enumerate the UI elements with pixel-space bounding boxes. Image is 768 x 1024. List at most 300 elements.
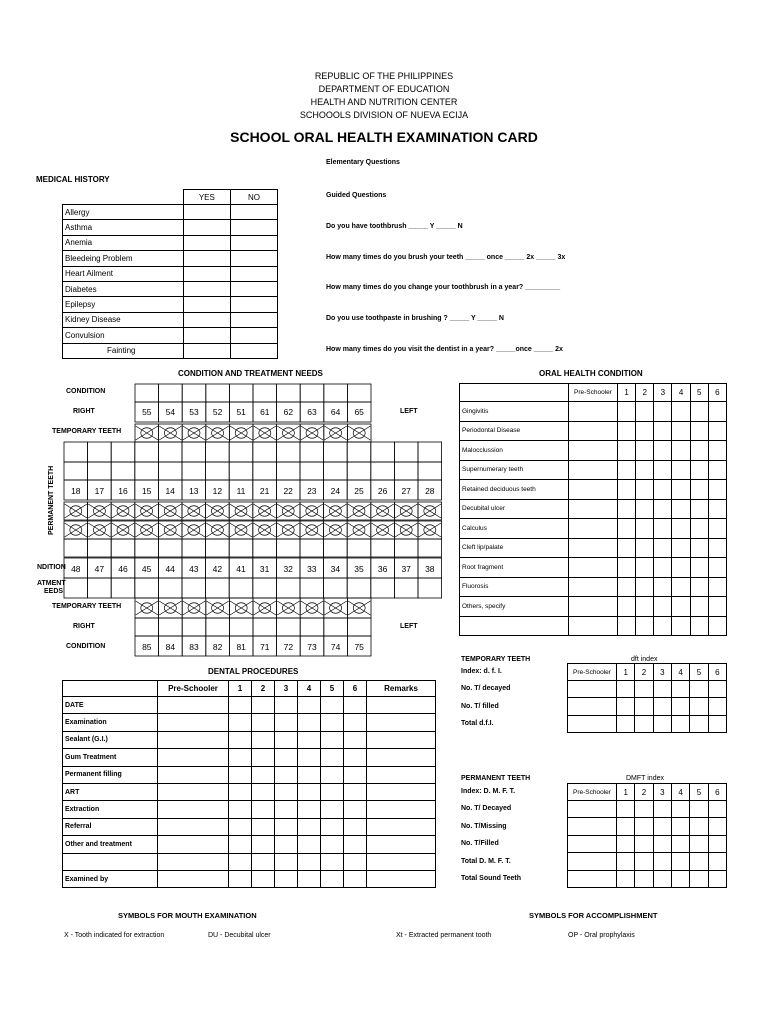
index-entry-cell[interactable] bbox=[653, 801, 671, 818]
procedure-entry-cell[interactable] bbox=[367, 714, 436, 731]
oral-health-entry-cell[interactable] bbox=[569, 441, 618, 461]
tooth-diagram[interactable] bbox=[206, 426, 228, 440]
index-entry-cell[interactable] bbox=[653, 715, 671, 732]
oral-health-entry-cell[interactable] bbox=[672, 441, 690, 461]
procedure-entry-cell[interactable] bbox=[367, 766, 436, 783]
oral-health-entry-cell[interactable] bbox=[618, 519, 636, 539]
tooth-diagram[interactable] bbox=[395, 504, 417, 518]
tooth-diagram[interactable] bbox=[395, 523, 417, 537]
procedure-entry-cell[interactable] bbox=[252, 801, 275, 818]
procedure-entry-cell[interactable] bbox=[367, 749, 436, 766]
tooth-diagram[interactable] bbox=[206, 504, 228, 518]
oral-health-entry-cell[interactable] bbox=[654, 616, 672, 636]
tooth-diagram[interactable] bbox=[324, 504, 346, 518]
procedure-entry-cell[interactable] bbox=[229, 853, 252, 870]
procedure-entry-cell[interactable] bbox=[252, 697, 275, 714]
oral-health-entry-cell[interactable] bbox=[690, 597, 708, 617]
oral-health-entry-cell[interactable] bbox=[654, 519, 672, 539]
oral-health-entry-cell[interactable] bbox=[690, 538, 708, 558]
oral-health-entry-cell[interactable] bbox=[708, 577, 726, 597]
treatment-label-2: EEDS bbox=[44, 588, 64, 595]
oral-health-entry-cell[interactable] bbox=[708, 460, 726, 480]
procedure-entry-cell[interactable] bbox=[344, 766, 367, 783]
procedure-entry-cell[interactable] bbox=[275, 818, 298, 835]
oral-health-entry-cell[interactable] bbox=[636, 519, 654, 539]
index-entry-cell[interactable] bbox=[690, 870, 708, 887]
index-entry-cell[interactable] bbox=[708, 853, 726, 870]
procedure-entry-cell[interactable] bbox=[229, 766, 252, 783]
tooth-diagram[interactable] bbox=[112, 504, 134, 518]
oral-health-entry-cell[interactable] bbox=[569, 577, 618, 597]
procedure-entry-cell[interactable] bbox=[321, 836, 344, 853]
oral-health-entry-cell[interactable] bbox=[672, 480, 690, 500]
procedure-entry-cell[interactable] bbox=[275, 836, 298, 853]
index-entry-cell[interactable] bbox=[617, 801, 635, 818]
oral-health-entry-cell[interactable] bbox=[569, 597, 618, 617]
index-entry-cell[interactable] bbox=[568, 698, 617, 715]
procedure-entry-cell[interactable] bbox=[321, 853, 344, 870]
tooth-diagram[interactable] bbox=[324, 523, 346, 537]
procedure-entry-cell[interactable] bbox=[252, 766, 275, 783]
oral-health-entry-cell[interactable] bbox=[636, 421, 654, 441]
index-entry-cell[interactable] bbox=[653, 853, 671, 870]
procedure-entry-cell[interactable] bbox=[275, 731, 298, 748]
question-toothpaste: Do you use toothpaste in brushing ? _____ Y _____ N bbox=[326, 315, 504, 322]
tooth-number: 48 bbox=[71, 564, 81, 574]
oral-health-entry-cell[interactable] bbox=[690, 460, 708, 480]
procedure-entry-cell[interactable] bbox=[229, 697, 252, 714]
procedure-entry-cell[interactable] bbox=[252, 783, 275, 800]
procedure-entry-cell[interactable] bbox=[298, 836, 321, 853]
oral-health-entry-cell[interactable] bbox=[636, 558, 654, 578]
procedure-entry-cell[interactable] bbox=[367, 783, 436, 800]
oral-health-entry-cell[interactable] bbox=[618, 402, 636, 422]
procedure-entry-cell[interactable] bbox=[298, 697, 321, 714]
tooth-diagram[interactable] bbox=[183, 523, 205, 537]
index-entry-cell[interactable] bbox=[671, 715, 689, 732]
procedure-entry-cell[interactable] bbox=[344, 783, 367, 800]
procedure-entry-cell[interactable] bbox=[321, 714, 344, 731]
tooth-diagram[interactable] bbox=[324, 601, 346, 615]
oral-health-entry-cell[interactable] bbox=[672, 558, 690, 578]
index-entry-cell[interactable] bbox=[690, 698, 708, 715]
procedure-entry-cell[interactable] bbox=[275, 870, 298, 887]
index-entry-cell[interactable] bbox=[708, 835, 726, 852]
tooth-diagram[interactable] bbox=[301, 426, 323, 440]
tooth-diagram[interactable] bbox=[348, 426, 370, 440]
tooth-diagram[interactable] bbox=[65, 523, 87, 537]
index-entry-cell[interactable] bbox=[690, 818, 708, 835]
tooth-diagram[interactable] bbox=[324, 426, 346, 440]
dental-procedures-table bbox=[62, 680, 436, 888]
procedure-entry-cell[interactable] bbox=[321, 783, 344, 800]
index-entry-cell[interactable] bbox=[690, 835, 708, 852]
tooth-diagram[interactable] bbox=[301, 504, 323, 518]
index-entry-cell[interactable] bbox=[635, 870, 653, 887]
tooth-diagram[interactable] bbox=[277, 504, 299, 518]
procedure-entry-cell[interactable] bbox=[252, 714, 275, 731]
oral-health-entry-cell[interactable] bbox=[569, 558, 618, 578]
oral-health-entry-cell[interactable] bbox=[654, 538, 672, 558]
procedure-entry-cell[interactable] bbox=[298, 714, 321, 731]
procedure-entry-cell[interactable] bbox=[367, 697, 436, 714]
index-entry-cell[interactable] bbox=[568, 715, 617, 732]
oral-health-entry-cell[interactable] bbox=[569, 538, 618, 558]
oral-health-entry-cell[interactable] bbox=[672, 538, 690, 558]
perm-treatment-cell-upper bbox=[324, 462, 348, 480]
procedure-entry-cell[interactable] bbox=[229, 870, 252, 887]
index-entry-cell[interactable] bbox=[617, 698, 635, 715]
procedure-entry-cell[interactable] bbox=[229, 783, 252, 800]
oral-health-entry-cell[interactable] bbox=[569, 421, 618, 441]
index-entry-cell[interactable] bbox=[708, 870, 726, 887]
index-entry-cell[interactable] bbox=[635, 715, 653, 732]
procedure-entry-cell[interactable] bbox=[158, 714, 229, 731]
tooth-diagram[interactable] bbox=[136, 601, 158, 615]
oral-health-entry-cell[interactable] bbox=[690, 402, 708, 422]
index-entry-cell[interactable] bbox=[708, 818, 726, 835]
oral-health-entry-cell[interactable] bbox=[672, 519, 690, 539]
oral-health-entry-cell[interactable] bbox=[636, 616, 654, 636]
tooth-diagram[interactable] bbox=[112, 523, 134, 537]
procedure-entry-cell[interactable] bbox=[298, 801, 321, 818]
procedure-entry-cell[interactable] bbox=[321, 731, 344, 748]
oral-health-entry-cell[interactable] bbox=[672, 616, 690, 636]
oral-health-entry-cell[interactable] bbox=[708, 480, 726, 500]
oral-health-entry-cell[interactable] bbox=[690, 577, 708, 597]
procedure-entry-cell[interactable] bbox=[344, 731, 367, 748]
procedure-entry-cell[interactable] bbox=[275, 714, 298, 731]
tooth-diagram[interactable] bbox=[371, 523, 393, 537]
procedure-entry-cell[interactable] bbox=[252, 853, 275, 870]
tooth-diagram[interactable] bbox=[135, 504, 157, 518]
procedure-entry-cell[interactable] bbox=[321, 818, 344, 835]
procedure-entry-cell[interactable] bbox=[367, 870, 436, 887]
tooth-diagram[interactable] bbox=[136, 426, 158, 440]
oral-health-entry-cell[interactable] bbox=[654, 597, 672, 617]
grade-header: 2 bbox=[635, 784, 653, 801]
medical-history-item: Heart Ailment bbox=[63, 266, 184, 281]
oral-health-entry-cell[interactable] bbox=[690, 616, 708, 636]
index-entry-cell[interactable] bbox=[568, 835, 617, 852]
oral-health-entry-cell[interactable] bbox=[654, 441, 672, 461]
oral-health-entry-cell[interactable] bbox=[672, 402, 690, 422]
procedure-entry-cell[interactable] bbox=[158, 697, 229, 714]
procedure-entry-cell[interactable] bbox=[158, 818, 229, 835]
oral-health-entry-cell[interactable] bbox=[618, 577, 636, 597]
oral-health-entry-cell[interactable] bbox=[636, 460, 654, 480]
procedure-entry-cell[interactable] bbox=[298, 783, 321, 800]
procedure-entry-cell[interactable] bbox=[275, 749, 298, 766]
permanent-teeth-index-title: PERMANENT TEETH bbox=[461, 775, 531, 782]
tooth-diagram[interactable] bbox=[206, 601, 228, 615]
index-entry-cell[interactable] bbox=[617, 681, 635, 698]
index-entry-cell[interactable] bbox=[568, 818, 617, 835]
index-entry-cell[interactable] bbox=[568, 681, 617, 698]
perm-condition-cell-upper bbox=[347, 442, 371, 462]
oral-health-entry-cell[interactable] bbox=[708, 616, 726, 636]
index-entry-cell[interactable] bbox=[635, 801, 653, 818]
oral-health-entry-cell[interactable] bbox=[708, 402, 726, 422]
procedure-entry-cell[interactable] bbox=[229, 836, 252, 853]
oral-health-entry-cell[interactable] bbox=[654, 499, 672, 519]
index-entry-cell[interactable] bbox=[635, 835, 653, 852]
index-entry-cell[interactable] bbox=[671, 698, 689, 715]
procedure-entry-cell[interactable] bbox=[229, 801, 252, 818]
tooth-diagram[interactable] bbox=[419, 504, 441, 518]
oral-health-entry-cell[interactable] bbox=[569, 480, 618, 500]
tooth-diagram[interactable] bbox=[254, 426, 276, 440]
tooth-diagram[interactable] bbox=[88, 523, 110, 537]
index-entry-cell[interactable] bbox=[617, 835, 635, 852]
tooth-number: 45 bbox=[141, 564, 152, 574]
index-entry-cell[interactable] bbox=[617, 715, 635, 732]
procedure-entry-cell[interactable] bbox=[158, 749, 229, 766]
perm-condition-cell-upper bbox=[182, 442, 206, 462]
procedure-entry-cell[interactable] bbox=[298, 749, 321, 766]
tooth-diagram[interactable] bbox=[230, 426, 252, 440]
oral-health-entry-cell[interactable] bbox=[690, 421, 708, 441]
procedure-entry-cell[interactable] bbox=[321, 766, 344, 783]
oral-health-entry-cell[interactable] bbox=[708, 538, 726, 558]
index-entry-cell[interactable] bbox=[671, 853, 689, 870]
index-entry-cell[interactable] bbox=[690, 715, 708, 732]
tooth-diagram[interactable] bbox=[206, 523, 228, 537]
tooth-diagram[interactable] bbox=[301, 523, 323, 537]
procedure-entry-cell[interactable] bbox=[298, 766, 321, 783]
oral-health-entry-cell[interactable] bbox=[618, 480, 636, 500]
tooth-diagram[interactable] bbox=[348, 504, 370, 518]
tooth-diagram[interactable] bbox=[159, 426, 181, 440]
oral-health-entry-cell[interactable] bbox=[636, 597, 654, 617]
tooth-diagram[interactable] bbox=[371, 504, 393, 518]
procedure-entry-cell[interactable] bbox=[344, 853, 367, 870]
oral-health-entry-cell[interactable] bbox=[618, 441, 636, 461]
tooth-diagram[interactable] bbox=[301, 601, 323, 615]
procedure-entry-cell[interactable] bbox=[298, 731, 321, 748]
procedure-entry-cell[interactable] bbox=[321, 870, 344, 887]
tooth-diagram[interactable] bbox=[230, 504, 252, 518]
tooth-diagram[interactable] bbox=[253, 504, 275, 518]
procedure-entry-cell[interactable] bbox=[367, 836, 436, 853]
tooth-diagram[interactable] bbox=[159, 504, 181, 518]
procedure-entry-cell[interactable] bbox=[367, 801, 436, 818]
oral-health-entry-cell[interactable] bbox=[618, 558, 636, 578]
oral-health-entry-cell[interactable] bbox=[672, 577, 690, 597]
oral-health-entry-cell[interactable] bbox=[654, 480, 672, 500]
tooth-number: 21 bbox=[259, 486, 270, 496]
tooth-diagram[interactable] bbox=[348, 601, 370, 615]
procedure-entry-cell[interactable] bbox=[344, 714, 367, 731]
oral-health-entry-cell[interactable] bbox=[636, 402, 654, 422]
oral-health-entry-cell[interactable] bbox=[690, 558, 708, 578]
tooth-diagram[interactable] bbox=[419, 523, 441, 537]
procedure-entry-cell[interactable] bbox=[158, 766, 229, 783]
procedure-entry-cell[interactable] bbox=[158, 853, 229, 870]
procedure-entry-cell[interactable] bbox=[367, 853, 436, 870]
tooth-diagram[interactable] bbox=[277, 523, 299, 537]
procedure-entry-cell[interactable] bbox=[298, 853, 321, 870]
procedure-entry-cell[interactable] bbox=[367, 731, 436, 748]
procedure-entry-cell[interactable] bbox=[298, 870, 321, 887]
oral-health-entry-cell[interactable] bbox=[708, 441, 726, 461]
oral-health-entry-cell[interactable] bbox=[690, 499, 708, 519]
index-entry-cell[interactable] bbox=[653, 681, 671, 698]
index-entry-cell[interactable] bbox=[617, 818, 635, 835]
tooth-diagram[interactable] bbox=[183, 426, 205, 440]
tooth-diagram[interactable] bbox=[253, 523, 275, 537]
tooth-number: 75 bbox=[354, 642, 364, 652]
procedure-entry-cell[interactable] bbox=[275, 766, 298, 783]
index-entry-cell[interactable] bbox=[635, 698, 653, 715]
procedure-entry-cell[interactable] bbox=[158, 870, 229, 887]
index-entry-cell[interactable] bbox=[568, 870, 617, 887]
tooth-diagram[interactable] bbox=[230, 523, 252, 537]
procedure-entry-cell[interactable] bbox=[229, 818, 252, 835]
index-entry-cell[interactable] bbox=[635, 681, 653, 698]
index-entry-cell[interactable] bbox=[690, 801, 708, 818]
procedure-entry-cell[interactable] bbox=[344, 697, 367, 714]
tooth-number: 11 bbox=[236, 486, 246, 496]
oral-health-entry-cell[interactable] bbox=[708, 558, 726, 578]
index-entry-cell[interactable] bbox=[653, 818, 671, 835]
temp-condition-cell-top bbox=[159, 384, 183, 402]
procedure-entry-cell[interactable] bbox=[158, 783, 229, 800]
procedure-entry-cell[interactable] bbox=[158, 731, 229, 748]
index-entry-cell[interactable] bbox=[635, 853, 653, 870]
index-entry-cell[interactable] bbox=[708, 681, 726, 698]
index-entry-cell[interactable] bbox=[653, 870, 671, 887]
procedure-entry-cell[interactable] bbox=[158, 801, 229, 818]
oral-health-entry-cell[interactable] bbox=[690, 519, 708, 539]
procedure-entry-cell[interactable] bbox=[344, 801, 367, 818]
tooth-diagram[interactable] bbox=[348, 523, 370, 537]
oral-health-entry-cell[interactable] bbox=[708, 499, 726, 519]
procedure-entry-cell[interactable] bbox=[252, 731, 275, 748]
procedure-entry-cell[interactable] bbox=[229, 714, 252, 731]
index-entry-cell[interactable] bbox=[568, 853, 617, 870]
index-entry-cell[interactable] bbox=[690, 853, 708, 870]
procedure-entry-cell[interactable] bbox=[344, 818, 367, 835]
index-entry-cell[interactable] bbox=[617, 853, 635, 870]
tooth-diagram[interactable] bbox=[159, 601, 181, 615]
procedure-entry-cell[interactable] bbox=[252, 870, 275, 887]
oral-health-entry-cell[interactable] bbox=[636, 499, 654, 519]
procedure-entry-cell[interactable] bbox=[298, 818, 321, 835]
oral-health-entry-cell[interactable] bbox=[654, 421, 672, 441]
oral-health-entry-cell[interactable] bbox=[672, 460, 690, 480]
tooth-diagram[interactable] bbox=[277, 426, 299, 440]
oral-health-entry-cell[interactable] bbox=[618, 616, 636, 636]
oral-health-entry-cell[interactable] bbox=[672, 597, 690, 617]
oral-health-entry-cell[interactable] bbox=[690, 480, 708, 500]
index-entry-cell[interactable] bbox=[671, 681, 689, 698]
oral-health-entry-cell[interactable] bbox=[636, 538, 654, 558]
procedure-entry-cell[interactable] bbox=[367, 818, 436, 835]
procedure-entry-cell[interactable] bbox=[252, 749, 275, 766]
procedure-entry-cell[interactable] bbox=[158, 836, 229, 853]
oral-health-entry-cell[interactable] bbox=[708, 421, 726, 441]
procedure-entry-cell[interactable] bbox=[229, 731, 252, 748]
oral-health-entry-cell[interactable] bbox=[569, 499, 618, 519]
oral-health-entry-cell[interactable] bbox=[672, 421, 690, 441]
index-entry-cell[interactable] bbox=[635, 818, 653, 835]
oral-health-entry-cell[interactable] bbox=[618, 499, 636, 519]
index-entry-cell[interactable] bbox=[671, 818, 689, 835]
oral-health-entry-cell[interactable] bbox=[654, 402, 672, 422]
index-entry-cell[interactable] bbox=[617, 870, 635, 887]
procedure-entry-cell[interactable] bbox=[321, 801, 344, 818]
index-entry-cell[interactable] bbox=[708, 698, 726, 715]
oral-health-entry-cell[interactable] bbox=[636, 480, 654, 500]
perm-condition-cell-upper bbox=[229, 442, 253, 462]
oral-health-entry-cell[interactable] bbox=[708, 519, 726, 539]
index-entry-cell[interactable] bbox=[708, 715, 726, 732]
oral-health-entry-cell[interactable] bbox=[618, 421, 636, 441]
oral-health-entry-cell[interactable] bbox=[569, 616, 618, 636]
grade-header: 4 bbox=[671, 784, 689, 801]
oral-health-entry-cell[interactable] bbox=[618, 597, 636, 617]
oral-health-entry-cell[interactable] bbox=[636, 577, 654, 597]
procedure-entry-cell[interactable] bbox=[252, 818, 275, 835]
index-entry-cell[interactable] bbox=[708, 801, 726, 818]
tooth-diagram[interactable] bbox=[159, 523, 181, 537]
tooth-number: 62 bbox=[283, 407, 294, 417]
tooth-diagram[interactable] bbox=[135, 523, 157, 537]
medical-history-item: Diabetes bbox=[63, 281, 184, 296]
procedure-entry-cell[interactable] bbox=[321, 749, 344, 766]
tooth-diagram[interactable] bbox=[254, 601, 276, 615]
procedure-entry-cell[interactable] bbox=[344, 836, 367, 853]
tooth-diagram[interactable] bbox=[65, 504, 87, 518]
procedure-entry-cell[interactable] bbox=[252, 836, 275, 853]
oral-health-entry-cell[interactable] bbox=[569, 402, 618, 422]
oral-health-entry-cell[interactable] bbox=[654, 558, 672, 578]
oral-health-entry-cell[interactable] bbox=[654, 577, 672, 597]
index-entry-cell[interactable] bbox=[653, 835, 671, 852]
tooth-diagram[interactable] bbox=[183, 601, 205, 615]
procedure-entry-cell[interactable] bbox=[275, 783, 298, 800]
oral-health-entry-cell[interactable] bbox=[690, 441, 708, 461]
tooth-diagram[interactable] bbox=[230, 601, 252, 615]
procedure-entry-cell[interactable] bbox=[344, 870, 367, 887]
oral-health-entry-cell[interactable] bbox=[672, 499, 690, 519]
index-entry-cell[interactable] bbox=[671, 835, 689, 852]
index-entry-cell[interactable] bbox=[671, 870, 689, 887]
oral-health-entry-cell[interactable] bbox=[654, 460, 672, 480]
index-entry-cell[interactable] bbox=[568, 801, 617, 818]
oral-health-entry-cell[interactable] bbox=[618, 460, 636, 480]
tooth-diagram[interactable] bbox=[88, 504, 110, 518]
procedure-entry-cell[interactable] bbox=[229, 749, 252, 766]
tooth-diagram[interactable] bbox=[183, 504, 205, 518]
procedure-entry-cell[interactable] bbox=[275, 697, 298, 714]
procedure-entry-cell[interactable] bbox=[275, 853, 298, 870]
index-entry-cell[interactable] bbox=[671, 801, 689, 818]
procedure-entry-cell[interactable] bbox=[344, 749, 367, 766]
oral-health-entry-cell[interactable] bbox=[569, 519, 618, 539]
procedure-entry-cell[interactable] bbox=[275, 801, 298, 818]
index-entry-cell[interactable] bbox=[690, 681, 708, 698]
oral-health-entry-cell[interactable] bbox=[618, 538, 636, 558]
tooth-diagram[interactable] bbox=[277, 601, 299, 615]
index-entry-cell[interactable] bbox=[653, 698, 671, 715]
oral-health-entry-cell[interactable] bbox=[636, 441, 654, 461]
index-row-label: Total d.f.I. bbox=[461, 720, 494, 728]
oral-health-entry-cell[interactable] bbox=[569, 460, 618, 480]
procedure-entry-cell[interactable] bbox=[321, 697, 344, 714]
oral-health-entry-cell[interactable] bbox=[708, 597, 726, 617]
